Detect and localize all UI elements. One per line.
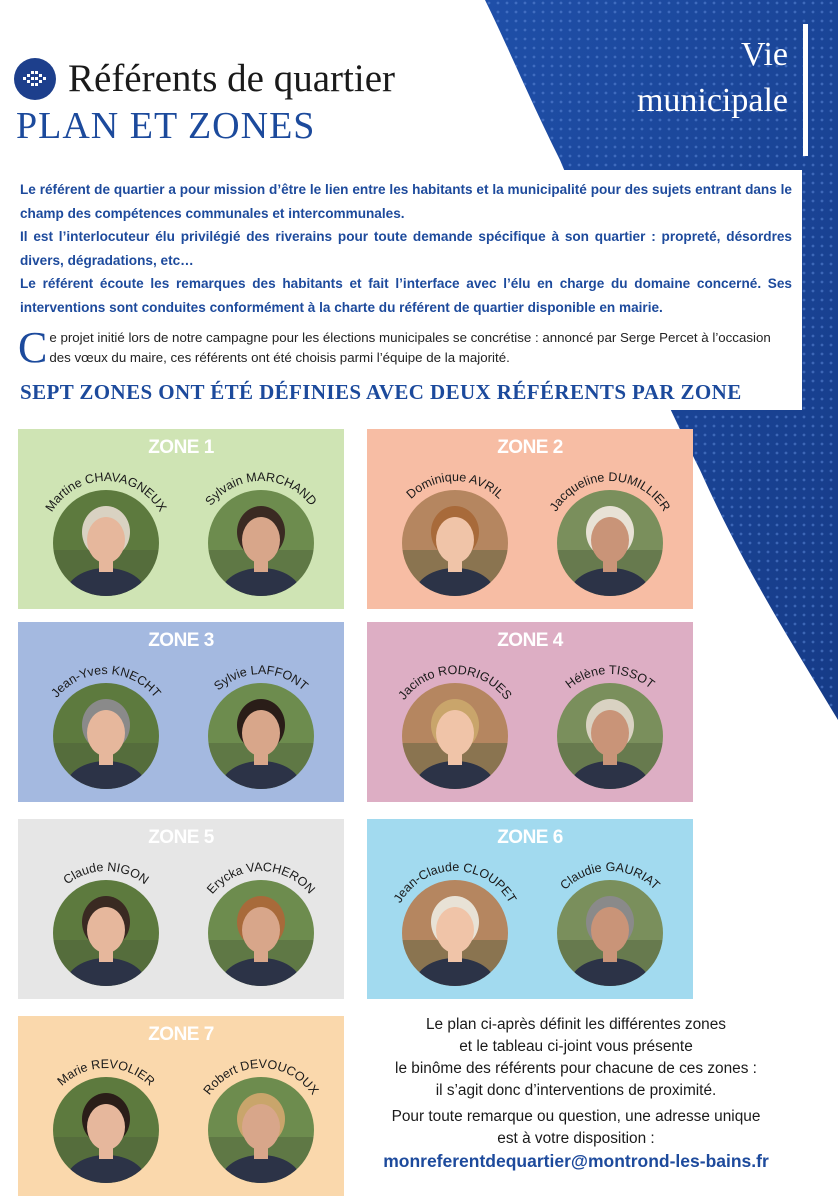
- zone-card: [367, 429, 693, 609]
- intro-paragraph-1: Le référent de quartier a pour mission d’être le lien entre les habitants et la municipalité pour des sujets entrant dans le champ des compétences communales et intercommunales.: [20, 182, 792, 221]
- referent-name: Erycka VACHERON: [204, 859, 318, 897]
- referent-portrait: [557, 490, 663, 596]
- dropcap: C: [18, 323, 48, 372]
- referent-name: Jacinto RODRIGUES: [395, 662, 515, 703]
- referent-name: Dominique AVRIL: [403, 469, 507, 502]
- closing-text: [356, 1014, 796, 1150]
- referent-name: Claudie GAURIAT: [557, 859, 663, 893]
- zones-heading: SEPT ZONES ONT ÉTÉ DÉFINIES AVEC DEUX RÉFÉRENTS PAR ZONE: [20, 380, 742, 404]
- intro-paragraph-3: Le référent écoute les remarques des habitants et fait l’interface avec l’élu en charge du domaine concerné. Ses interventions sont conduites conformément à la charte du référent de quartier disponible en mairie.: [20, 276, 792, 315]
- zone-title: ZONE 3: [148, 630, 214, 651]
- closing-line-6: est à votre disposition :: [497, 1130, 655, 1147]
- zone-card: [367, 622, 693, 802]
- page-title: Référents de quartier: [68, 57, 396, 100]
- intro-text: [20, 178, 792, 320]
- referent-portrait: [208, 683, 314, 789]
- referent-portrait: [208, 490, 314, 596]
- section-divider-line: [803, 24, 808, 156]
- zone-title: ZONE 2: [497, 437, 563, 458]
- zone-card: [18, 1016, 344, 1196]
- closing-line-3: le binôme des référents pour chacune de ces zones :: [395, 1060, 757, 1077]
- section-label: [604, 22, 802, 158]
- zone-title: ZONE 4: [497, 630, 563, 651]
- zone-card: [18, 429, 344, 609]
- referent-name: Martine CHAVAGNEUX: [42, 469, 170, 515]
- referent-name: Marie REVOLIER: [54, 1056, 158, 1089]
- zone-card: [367, 819, 693, 999]
- zone-title: ZONE 5: [148, 827, 214, 848]
- referent-name: Robert DEVOUCOUX: [200, 1056, 322, 1098]
- referent-portrait: [557, 880, 663, 986]
- contact-email-link[interactable]: monreferentdequartier@montrond-les-bains.fr: [383, 1151, 769, 1171]
- closing-line-1: Le plan ci-après définit les différentes zones: [425, 1016, 726, 1033]
- section-label-line1: Vie: [740, 36, 788, 73]
- zone-title: ZONE 7: [148, 1024, 214, 1045]
- referent-name: Hélène TISSOT: [562, 662, 658, 692]
- projet-body: e projet initié lors de notre campagne pour les élections municipales se concrétise : annoncé par Serge Percet à l’occasion des vœux du maire, ces référents ont été choisis parmi l’équipe de la majorité.: [49, 330, 771, 365]
- referent-portrait: [208, 1077, 314, 1183]
- referent-name: Sylvie LAFFONT: [211, 662, 311, 694]
- section-label-line2: municipale: [636, 82, 788, 119]
- zone-title: ZONE 6: [497, 827, 563, 848]
- page-subtitle: PLAN ET ZONES: [16, 105, 316, 147]
- intro-paragraph-2: Il est l’interlocuteur élu privilégié des riverains pour toute demande spécifique à son quartier : propreté, désordres divers, dégradations, etc…: [20, 229, 792, 268]
- referent-portrait: [208, 880, 314, 986]
- projet-text: [18, 323, 792, 372]
- referent-portrait: [557, 683, 663, 789]
- closing-line-5: Pour toute remarque ou question, une adresse unique: [391, 1108, 761, 1125]
- referent-name: Claude NIGON: [60, 859, 152, 888]
- referent-name: Jacqueline DUMILLIER: [546, 469, 674, 514]
- closing-line-2: et le tableau ci-joint vous présente: [459, 1038, 693, 1055]
- zone-card: [18, 819, 344, 999]
- referent-name: Jean-Claude CLOUPET: [390, 859, 520, 906]
- zone-title: ZONE 1: [148, 437, 214, 458]
- zone-card: [18, 622, 344, 802]
- closing-line-4: il s’agit donc d’interventions de proximité.: [435, 1082, 717, 1099]
- dotted-circle-logo-icon: [14, 58, 56, 100]
- referent-name: Sylvain MARCHAND: [202, 469, 320, 509]
- referent-name: Jean-Yves KNECHT: [48, 662, 164, 701]
